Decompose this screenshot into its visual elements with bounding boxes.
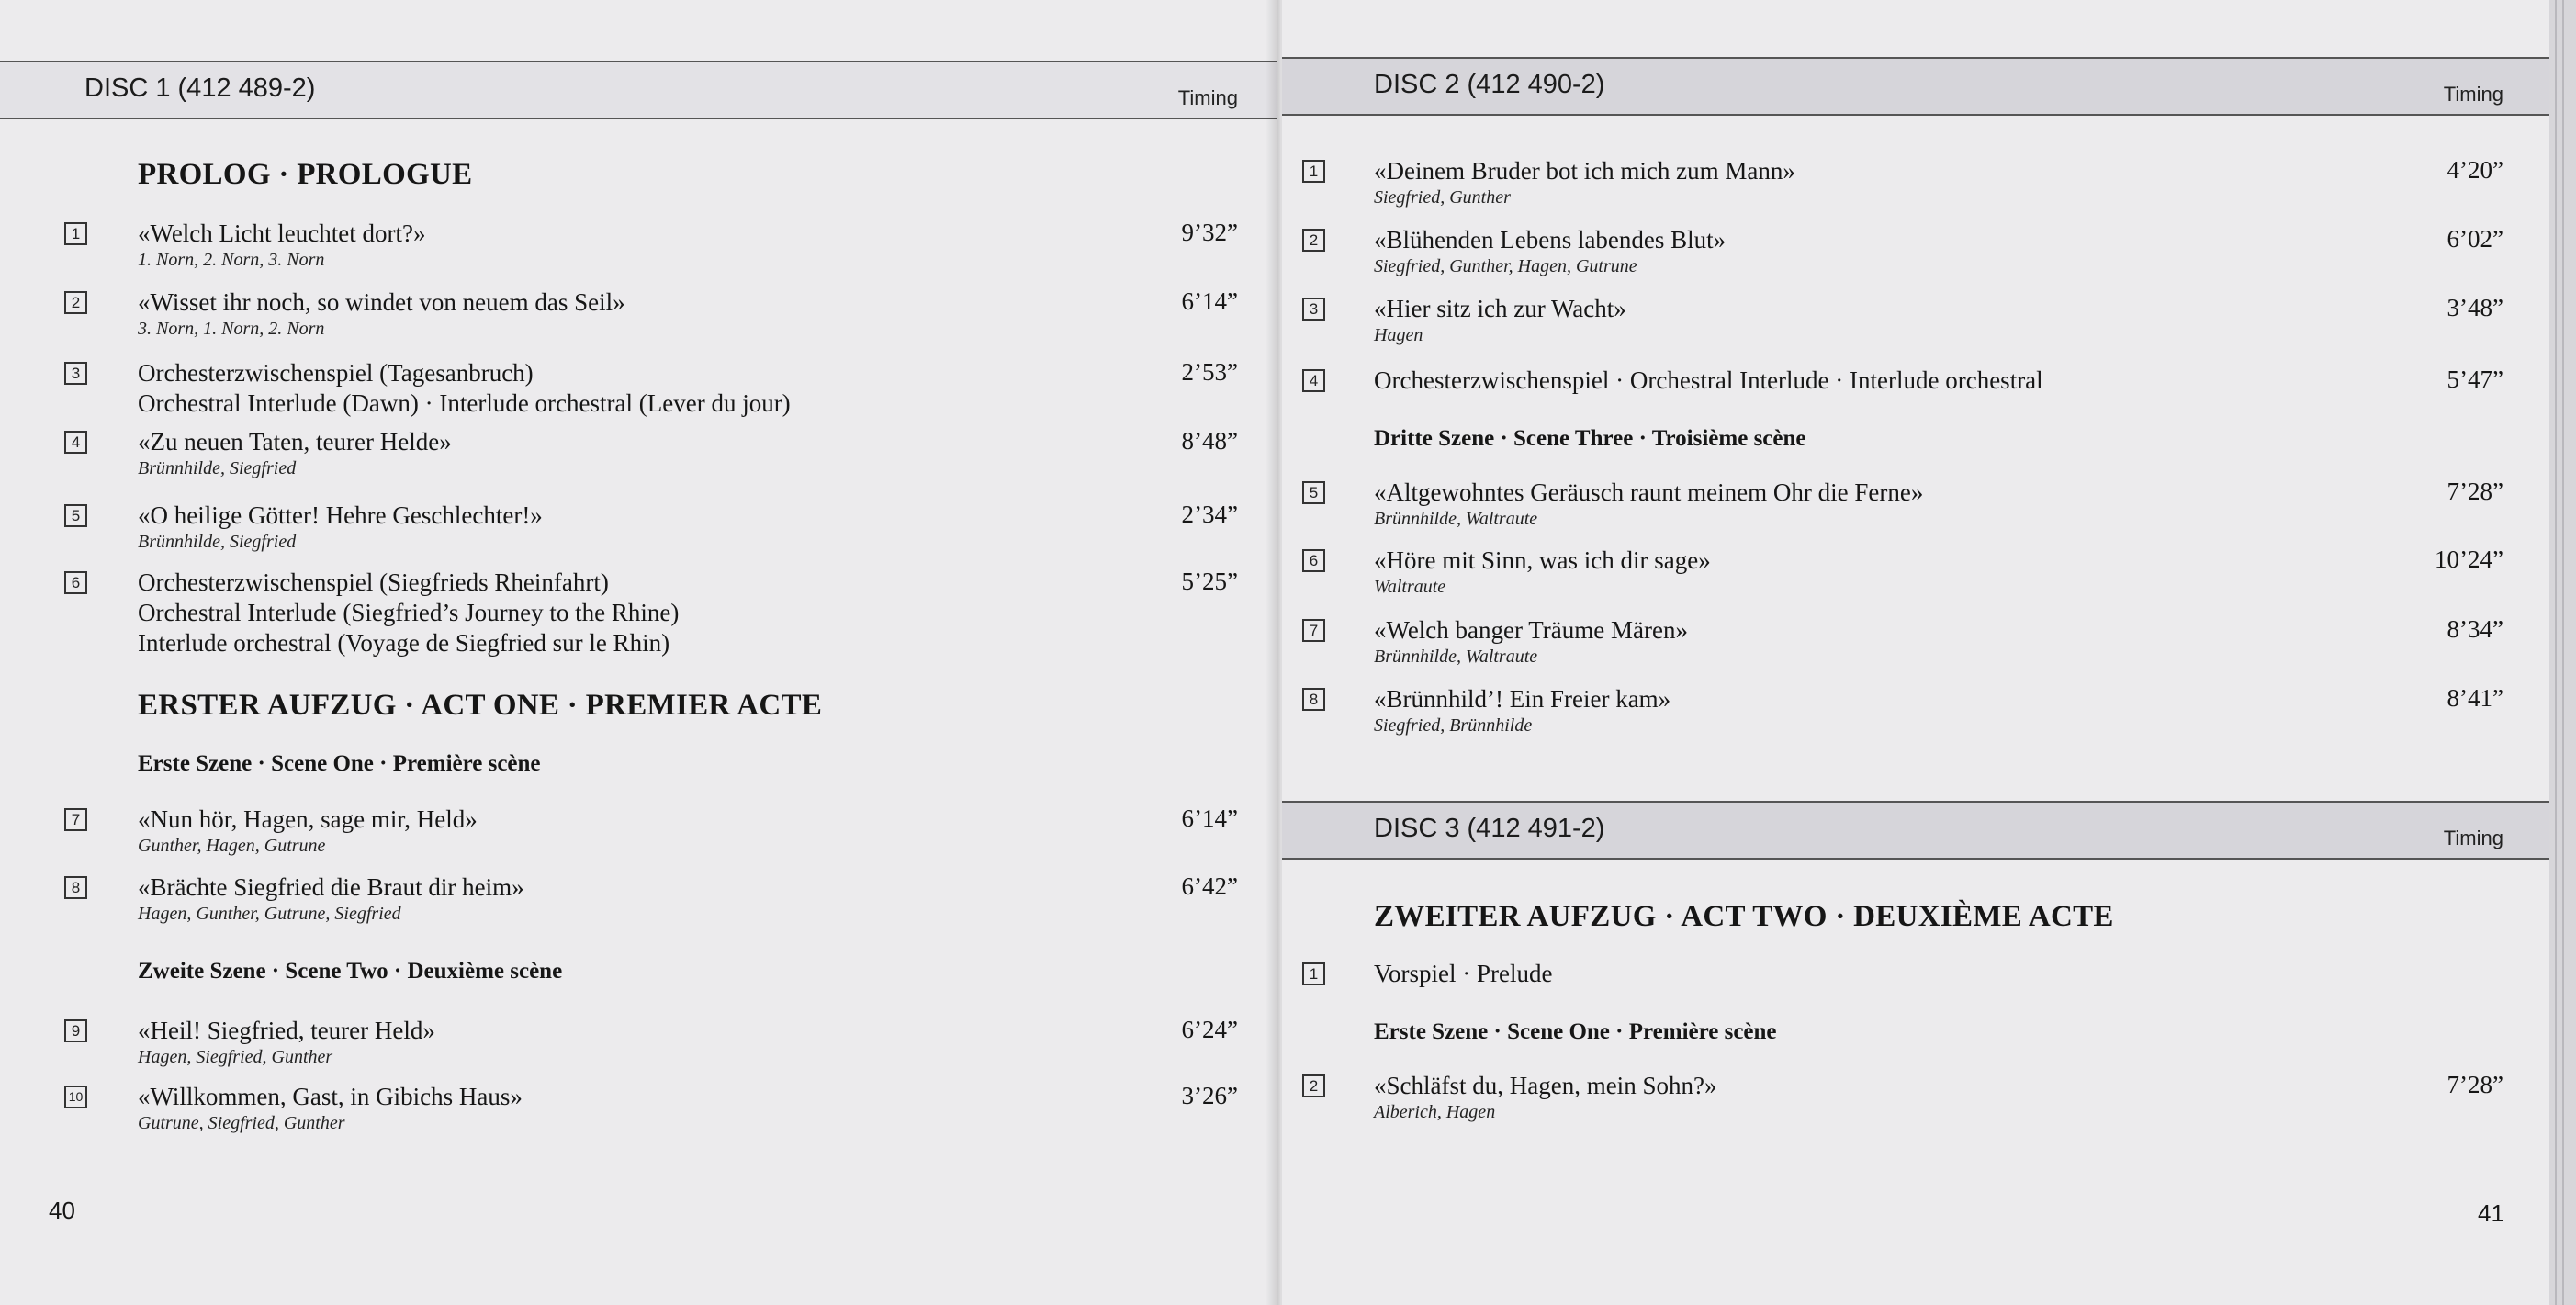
track-timing: 2’53” xyxy=(1181,358,1238,386)
track-title: «Deinem Bruder bot ich mich zum Mann» xyxy=(1374,157,1795,185)
track-row xyxy=(64,872,1238,946)
disc1-header xyxy=(0,61,1277,119)
track-number: 5 xyxy=(64,504,87,527)
scene-two-heading: Zweite Szene · Scene Two · Deuxième scène xyxy=(138,959,563,984)
track-number: 7 xyxy=(1302,619,1325,642)
track-timing: 7’28” xyxy=(2447,1071,2503,1098)
track-timing: 10’24” xyxy=(2435,546,2503,573)
track-timing: 8’41” xyxy=(2447,684,2503,712)
track-row xyxy=(64,1082,1238,1155)
track-number: 2 xyxy=(1302,1074,1325,1097)
track-singers: Siegfried, Brünnhilde xyxy=(1374,715,1533,736)
track-title: «Welch banger Träume Mären» xyxy=(1374,616,1688,644)
track-row xyxy=(1302,225,2503,298)
track-title: Orchestral Interlude (Dawn) · Interlude orchestral (Lever du jour) xyxy=(138,389,791,417)
track-title: «Willkommen, Gast, in Gibichs Haus» xyxy=(138,1083,523,1110)
track-title: Interlude orchestral (Voyage de Siegfried sur le Rhin) xyxy=(138,629,670,657)
track-timing: 8’48” xyxy=(1181,427,1238,455)
track-singers: 3. Norn, 1. Norn, 2. Norn xyxy=(138,319,325,339)
track-title: Orchesterzwischenspiel (Tagesanbruch) xyxy=(138,359,534,387)
track-title: «Welch Licht leuchtet dort?» xyxy=(138,219,426,247)
track-title: «O heilige Götter! Hehre Geschlechter!» xyxy=(138,501,543,529)
act-one-heading: ERSTER AUFZUG · ACT ONE · PREMIER ACTE xyxy=(138,689,823,722)
track-row xyxy=(1302,546,2503,619)
track-title: «Schläfst du, Hagen, mein Sohn?» xyxy=(1374,1072,1717,1099)
track-title: Orchesterzwischenspiel · Orchestral Interlude · Interlude orchestral xyxy=(1374,366,2043,394)
track-number: 1 xyxy=(64,222,87,245)
track-timing: 3’26” xyxy=(1181,1082,1238,1109)
track-title: «Höre mit Sinn, was ich dir sage» xyxy=(1374,546,1711,574)
track-number: 2 xyxy=(64,291,87,314)
track-title: «Nun hör, Hagen, sage mir, Held» xyxy=(138,805,478,833)
track-singers: Hagen, Siegfried, Gunther xyxy=(138,1047,333,1067)
track-singers: 1. Norn, 2. Norn, 3. Norn xyxy=(138,250,325,270)
track-title: «Zu neuen Taten, teurer Helde» xyxy=(138,428,452,456)
track-timing: 5’25” xyxy=(1181,568,1238,595)
timing-label: Timing xyxy=(2443,83,2503,106)
track-title: «Blühenden Lebens labendes Blut» xyxy=(1374,226,1727,253)
track-singers: Brünnhilde, Waltraute xyxy=(1374,509,1538,529)
disc2-header xyxy=(1282,57,2549,116)
track-number: 8 xyxy=(1302,688,1325,711)
track-number: 2 xyxy=(1302,229,1325,252)
track-singers: Brünnhilde, Siegfried xyxy=(138,458,297,478)
track-row xyxy=(64,219,1238,292)
track-title: «Hier sitz ich zur Wacht» xyxy=(1374,295,1626,322)
track-row xyxy=(64,427,1238,501)
track-timing: 9’32” xyxy=(1181,219,1238,246)
track-title: Orchesterzwischenspiel (Siegfrieds Rheinfahrt) xyxy=(138,568,609,596)
track-title: «Brächte Siegfried die Braut dir heim» xyxy=(138,873,524,901)
track-number: 3 xyxy=(1302,298,1325,321)
track-row xyxy=(64,501,1238,574)
page-number: 41 xyxy=(2478,1199,2504,1227)
track-timing: 5’47” xyxy=(2447,366,2503,393)
track-number: 6 xyxy=(64,571,87,594)
track-singers: Alberich, Hagen xyxy=(1374,1102,1496,1122)
track-singers: Brünnhilde, Waltraute xyxy=(1374,647,1538,667)
track-title: Orchestral Interlude (Siegfried’s Journey to the Rhine) xyxy=(138,599,680,626)
track-title: Vorspiel · Prelude xyxy=(1374,960,1553,987)
scene-one-heading: Erste Szene · Scene One · Première scène xyxy=(138,751,541,776)
track-title: «Altgewohntes Geräusch raunt meinem Ohr die Ferne» xyxy=(1374,478,1924,506)
track-singers: Hagen xyxy=(1374,325,1423,345)
track-timing: 3’48” xyxy=(2447,294,2503,321)
track-number: 5 xyxy=(1302,481,1325,504)
track-number: 6 xyxy=(1302,549,1325,572)
track-number: 7 xyxy=(64,808,87,831)
track-singers: Waltraute xyxy=(1374,577,1446,597)
track-timing: 7’28” xyxy=(2447,478,2503,505)
track-row xyxy=(64,804,1238,878)
track-singers: Gutrune, Siegfried, Gunther xyxy=(138,1113,345,1133)
track-row xyxy=(1302,294,2503,367)
scene-three-heading: Dritte Szene · Scene Three · Troisième scène xyxy=(1374,426,1806,451)
track-number: 1 xyxy=(1302,160,1325,183)
booklet-page-right xyxy=(1282,0,2549,1305)
booklet-page-left xyxy=(0,0,1277,1305)
disc2-title: DISC 2 (412 490-2) xyxy=(1374,70,1605,99)
track-row xyxy=(64,287,1238,361)
prologue-heading: PROLOG · PROLOGUE xyxy=(138,158,473,191)
track-singers: Siegfried, Gunther xyxy=(1374,187,1511,208)
track-number: 10 xyxy=(64,1086,87,1108)
track-row xyxy=(1302,478,2503,551)
track-timing: 6’24” xyxy=(1181,1016,1238,1043)
track-number: 1 xyxy=(1302,962,1325,985)
track-singers: Siegfried, Gunther, Hagen, Gutrune xyxy=(1374,256,1637,276)
track-row xyxy=(1302,615,2503,689)
track-singers: Brünnhilde, Siegfried xyxy=(138,532,297,552)
page-number: 40 xyxy=(49,1197,75,1224)
track-row xyxy=(1302,684,2503,758)
track-title: «Heil! Siegfried, teurer Held» xyxy=(138,1017,435,1044)
track-timing: 4’20” xyxy=(2447,156,2503,184)
track-timing: 8’34” xyxy=(2447,615,2503,643)
track-timing: 6’42” xyxy=(1181,872,1238,900)
track-timing: 6’02” xyxy=(2447,225,2503,253)
track-timing: 6’14” xyxy=(1181,287,1238,315)
track-title: «Brünnhild’! Ein Freier kam» xyxy=(1374,685,1671,713)
track-number: 3 xyxy=(64,362,87,385)
track-row xyxy=(1302,1071,2503,1144)
disc1-title: DISC 1 (412 489-2) xyxy=(84,73,316,103)
track-singers: Gunther, Hagen, Gutrune xyxy=(138,836,326,856)
track-row xyxy=(64,358,1238,432)
track-singers: Hagen, Gunther, Gutrune, Siegfried xyxy=(138,904,401,924)
timing-label: Timing xyxy=(1177,86,1238,109)
track-timing: 2’34” xyxy=(1181,501,1238,528)
track-number: 4 xyxy=(1302,369,1325,392)
track-row xyxy=(64,568,1238,657)
track-row xyxy=(1302,156,2503,230)
timing-label: Timing xyxy=(2443,827,2503,849)
page-stack-edge xyxy=(2549,0,2576,1305)
scene-one-heading: Erste Szene · Scene One · Première scène xyxy=(1374,1019,1777,1044)
track-number: 8 xyxy=(64,876,87,899)
act-two-heading: ZWEITER AUFZUG · ACT TWO · DEUXIÈME ACTE xyxy=(1374,900,2114,933)
disc3-header xyxy=(1282,801,2549,860)
track-row xyxy=(64,1016,1238,1089)
track-timing: 6’14” xyxy=(1181,804,1238,832)
track-number: 4 xyxy=(64,431,87,454)
track-title: «Wisset ihr noch, so windet von neuem das Seil» xyxy=(138,288,625,316)
disc3-title: DISC 3 (412 491-2) xyxy=(1374,814,1605,843)
track-number: 9 xyxy=(64,1019,87,1042)
